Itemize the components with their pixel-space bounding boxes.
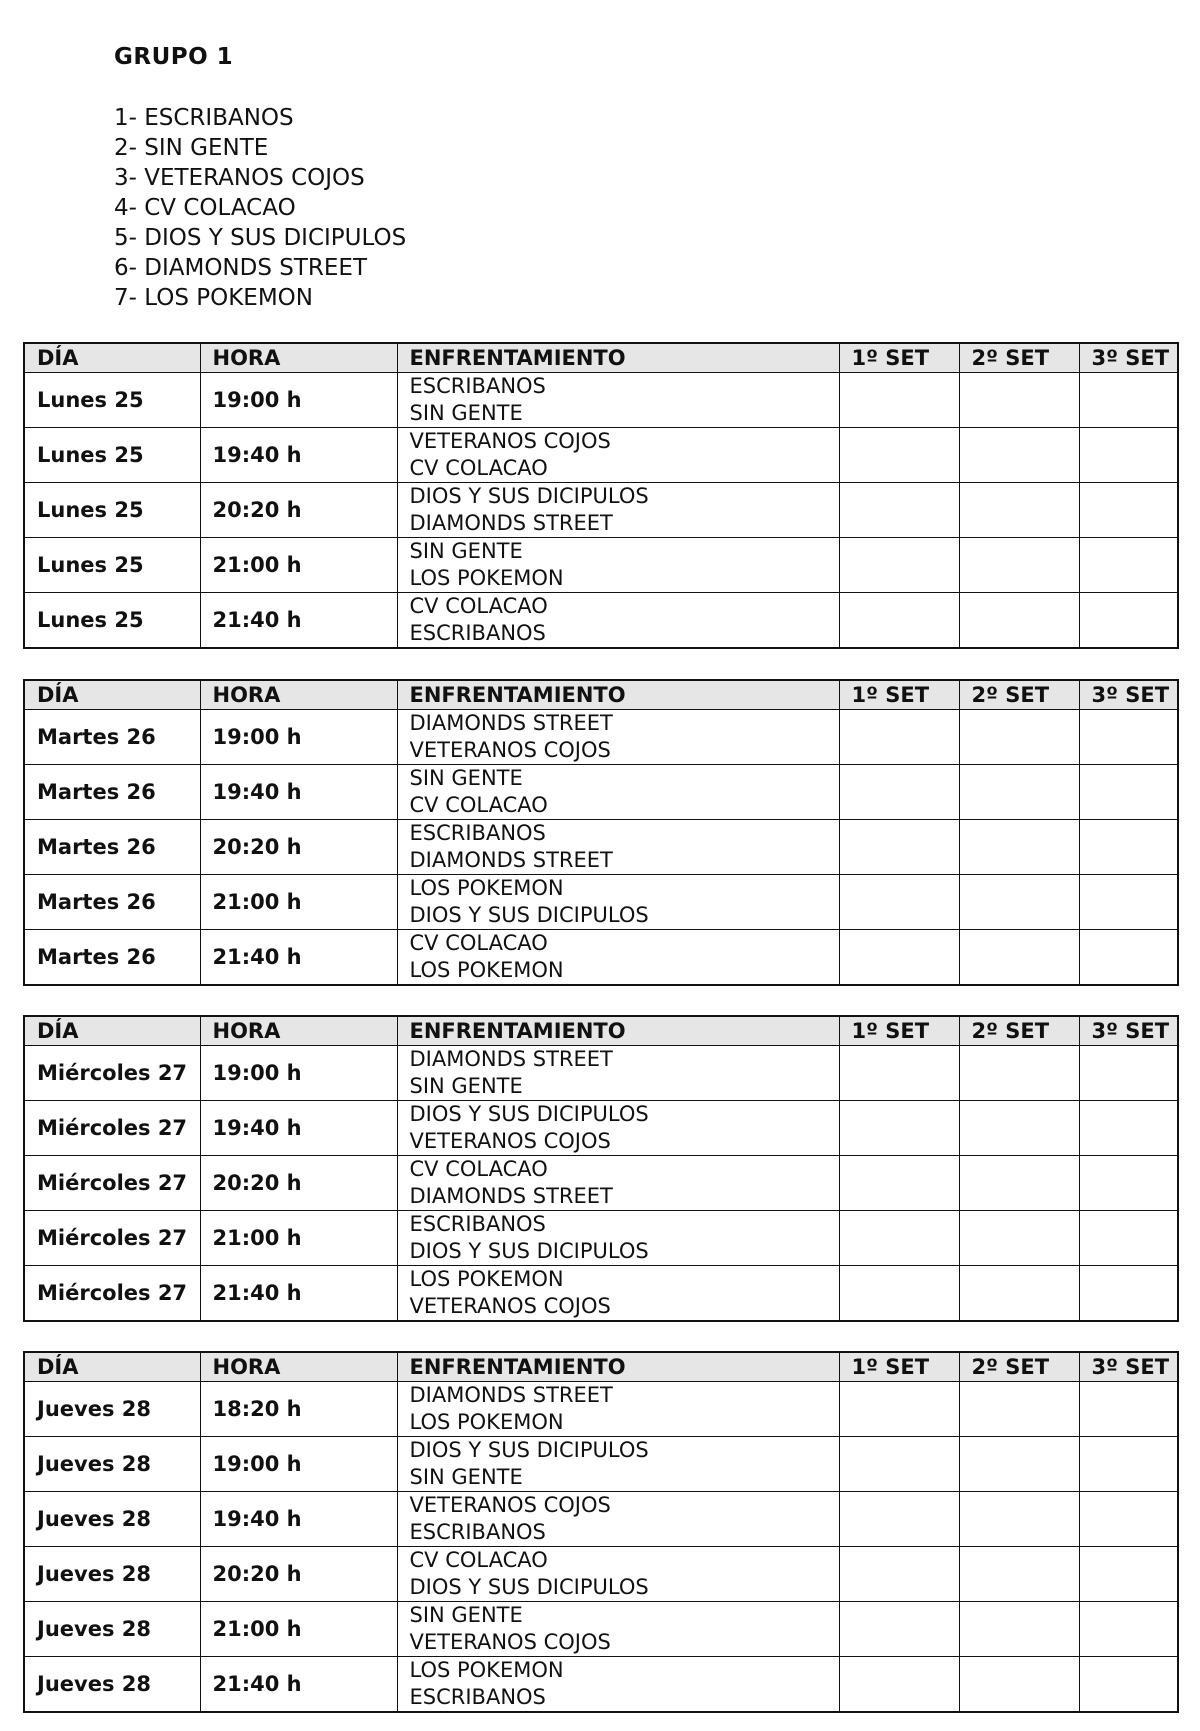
away-team: DIAMONDS STREET [409, 510, 613, 535]
table-header-row [24, 1016, 1178, 1045]
header-set-3: 3º SET [1079, 343, 1178, 372]
home-team: CV COLACAO [409, 593, 548, 618]
table-row [24, 1656, 1178, 1712]
set-3-score-cell [1079, 592, 1178, 648]
set-1-score-cell [839, 929, 959, 985]
header-hour: HORA [200, 680, 397, 709]
day-cell: Jueves 28 [24, 1436, 200, 1491]
match-cell [397, 1045, 839, 1100]
table-row [24, 427, 1178, 482]
header-match: ENFRENTAMIENTO [397, 1352, 839, 1381]
header-set-3: 3º SET [1079, 1016, 1178, 1045]
away-team: SIN GENTE [409, 1464, 523, 1489]
home-team: VETERANOS COJOS [409, 428, 611, 453]
header-set-3: 3º SET [1079, 680, 1178, 709]
team-list-item: 2- SIN GENTE [114, 135, 269, 161]
header-set-2: 2º SET [959, 680, 1079, 709]
home-team: LOS POKEMON [409, 875, 564, 900]
set-1-score-cell [839, 537, 959, 592]
away-team: VETERANOS COJOS [409, 737, 611, 762]
match-cell [397, 592, 839, 648]
header-match: ENFRENTAMIENTO [397, 680, 839, 709]
team-list-item: 1- ESCRIBANOS [114, 105, 294, 131]
set-2-score-cell [959, 372, 1079, 427]
header-set-1: 1º SET [839, 343, 959, 372]
set-1-score-cell [839, 874, 959, 929]
match-cell [397, 709, 839, 764]
away-team: ESCRIBANOS [409, 1684, 546, 1709]
home-team: DIOS Y SUS DICIPULOS [409, 1437, 649, 1462]
set-2-score-cell [959, 537, 1079, 592]
header-day: DÍA [24, 1352, 200, 1381]
schedule-table [23, 679, 1179, 986]
header-set-1: 1º SET [839, 1352, 959, 1381]
home-team: DIOS Y SUS DICIPULOS [409, 1101, 649, 1126]
set-2-score-cell [959, 1100, 1079, 1155]
team-list-item: 3- VETERANOS COJOS [114, 165, 365, 191]
away-team: SIN GENTE [409, 400, 523, 425]
day-cell: Martes 26 [24, 819, 200, 874]
day-cell: Martes 26 [24, 874, 200, 929]
match-cell [397, 764, 839, 819]
set-2-score-cell [959, 1436, 1079, 1491]
header-set-2: 2º SET [959, 1352, 1079, 1381]
set-3-score-cell [1079, 1381, 1178, 1436]
set-2-score-cell [959, 764, 1079, 819]
hour-cell: 20:20 h [200, 482, 397, 537]
home-team: LOS POKEMON [409, 1266, 564, 1291]
team-list [114, 103, 406, 313]
away-team: LOS POKEMON [409, 957, 564, 982]
set-1-score-cell [839, 427, 959, 482]
set-2-score-cell [959, 929, 1079, 985]
day-cell: Miércoles 27 [24, 1100, 200, 1155]
set-1-score-cell [839, 1546, 959, 1601]
hour-cell: 21:40 h [200, 1656, 397, 1712]
hour-cell: 19:40 h [200, 427, 397, 482]
hour-cell: 18:20 h [200, 1381, 397, 1436]
set-1-score-cell [839, 1491, 959, 1546]
match-cell [397, 427, 839, 482]
day-cell: Miércoles 27 [24, 1210, 200, 1265]
set-1-score-cell [839, 372, 959, 427]
home-team: ESCRIBANOS [409, 1211, 546, 1236]
set-2-score-cell [959, 1381, 1079, 1436]
away-team: CV COLACAO [409, 792, 548, 817]
day-cell: Miércoles 27 [24, 1265, 200, 1321]
match-cell [397, 537, 839, 592]
match-cell [397, 372, 839, 427]
hour-cell: 19:00 h [200, 372, 397, 427]
schedule-table [23, 1015, 1179, 1322]
match-cell [397, 1656, 839, 1712]
set-3-score-cell [1079, 1436, 1178, 1491]
table-row [24, 1436, 1178, 1491]
header-set-1: 1º SET [839, 680, 959, 709]
day-cell: Jueves 28 [24, 1491, 200, 1546]
hour-cell: 20:20 h [200, 819, 397, 874]
match-cell [397, 1155, 839, 1210]
set-3-score-cell [1079, 1491, 1178, 1546]
set-2-score-cell [959, 1155, 1079, 1210]
away-team: DIOS Y SUS DICIPULOS [409, 1574, 649, 1599]
set-1-score-cell [839, 1045, 959, 1100]
hour-cell: 19:00 h [200, 1045, 397, 1100]
hour-cell: 21:00 h [200, 1601, 397, 1656]
set-2-score-cell [959, 1045, 1079, 1100]
day-cell: Jueves 28 [24, 1656, 200, 1712]
table-row [24, 1546, 1178, 1601]
day-cell: Lunes 25 [24, 592, 200, 648]
set-3-score-cell [1079, 819, 1178, 874]
header-day: DÍA [24, 1016, 200, 1045]
home-team: ESCRIBANOS [409, 373, 546, 398]
set-2-score-cell [959, 874, 1079, 929]
away-team: ESCRIBANOS [409, 1519, 546, 1544]
set-3-score-cell [1079, 1656, 1178, 1712]
header-hour: HORA [200, 1016, 397, 1045]
table-row [24, 537, 1178, 592]
set-1-score-cell [839, 1155, 959, 1210]
hour-cell: 21:00 h [200, 1210, 397, 1265]
schedule-table [23, 342, 1179, 649]
set-1-score-cell [839, 1100, 959, 1155]
day-cell: Lunes 25 [24, 372, 200, 427]
table-row [24, 1491, 1178, 1546]
set-3-score-cell [1079, 1100, 1178, 1155]
set-3-score-cell [1079, 482, 1178, 537]
away-team: VETERANOS COJOS [409, 1629, 611, 1654]
set-1-score-cell [839, 592, 959, 648]
set-1-score-cell [839, 1265, 959, 1321]
home-team: SIN GENTE [409, 538, 523, 563]
team-list-item: 6- DIAMONDS STREET [114, 255, 367, 281]
hour-cell: 21:40 h [200, 929, 397, 985]
table-row [24, 929, 1178, 985]
set-1-score-cell [839, 1436, 959, 1491]
home-team: CV COLACAO [409, 930, 548, 955]
set-3-score-cell [1079, 709, 1178, 764]
table-row [24, 1155, 1178, 1210]
away-team: DIOS Y SUS DICIPULOS [409, 1238, 649, 1263]
hour-cell: 20:20 h [200, 1155, 397, 1210]
set-2-score-cell [959, 1491, 1079, 1546]
schedule-table [23, 1351, 1179, 1713]
set-1-score-cell [839, 819, 959, 874]
away-team: DIAMONDS STREET [409, 847, 613, 872]
table-header-row [24, 1352, 1178, 1381]
set-2-score-cell [959, 819, 1079, 874]
day-cell: Jueves 28 [24, 1546, 200, 1601]
set-3-score-cell [1079, 1045, 1178, 1100]
set-3-score-cell [1079, 1265, 1178, 1321]
set-3-score-cell [1079, 372, 1178, 427]
home-team: LOS POKEMON [409, 1657, 564, 1682]
match-cell [397, 1265, 839, 1321]
team-list-item: 5- DIOS Y SUS DICIPULOS [114, 225, 407, 251]
home-team: SIN GENTE [409, 765, 523, 790]
set-1-score-cell [839, 482, 959, 537]
match-cell [397, 874, 839, 929]
set-2-score-cell [959, 1601, 1079, 1656]
table-row [24, 1601, 1178, 1656]
set-1-score-cell [839, 709, 959, 764]
set-2-score-cell [959, 1546, 1079, 1601]
day-cell: Miércoles 27 [24, 1045, 200, 1100]
match-cell [397, 1601, 839, 1656]
hour-cell: 21:40 h [200, 1265, 397, 1321]
day-cell: Jueves 28 [24, 1381, 200, 1436]
table-row [24, 1265, 1178, 1321]
match-cell [397, 929, 839, 985]
set-1-score-cell [839, 1656, 959, 1712]
header-set-1: 1º SET [839, 1016, 959, 1045]
table-header-row [24, 343, 1178, 372]
set-2-score-cell [959, 482, 1079, 537]
set-3-score-cell [1079, 537, 1178, 592]
day-cell: Lunes 25 [24, 537, 200, 592]
hour-cell: 21:40 h [200, 592, 397, 648]
match-cell [397, 1381, 839, 1436]
header-match: ENFRENTAMIENTO [397, 343, 839, 372]
table-row [24, 1210, 1178, 1265]
hour-cell: 21:00 h [200, 537, 397, 592]
hour-cell: 20:20 h [200, 1546, 397, 1601]
match-cell [397, 1436, 839, 1491]
table-row [24, 874, 1178, 929]
team-list-item: 4- CV COLACAO [114, 195, 296, 221]
away-team: SIN GENTE [409, 1073, 523, 1098]
away-team: VETERANOS COJOS [409, 1128, 611, 1153]
home-team: SIN GENTE [409, 1602, 523, 1627]
set-2-score-cell [959, 1265, 1079, 1321]
table-row [24, 592, 1178, 648]
day-cell: Miércoles 27 [24, 1155, 200, 1210]
home-team: DIAMONDS STREET [409, 1382, 613, 1407]
hour-cell: 19:40 h [200, 1100, 397, 1155]
set-2-score-cell [959, 1210, 1079, 1265]
set-1-score-cell [839, 1601, 959, 1656]
home-team: DIOS Y SUS DICIPULOS [409, 483, 649, 508]
away-team: LOS POKEMON [409, 565, 564, 590]
day-cell: Martes 26 [24, 709, 200, 764]
away-team: CV COLACAO [409, 455, 548, 480]
header-set-3: 3º SET [1079, 1352, 1178, 1381]
header-set-2: 2º SET [959, 1016, 1079, 1045]
day-cell: Jueves 28 [24, 1601, 200, 1656]
set-3-score-cell [1079, 929, 1178, 985]
page-title: GRUPO 1 [114, 44, 234, 70]
set-3-score-cell [1079, 1210, 1178, 1265]
set-1-score-cell [839, 1210, 959, 1265]
header-match: ENFRENTAMIENTO [397, 1016, 839, 1045]
hour-cell: 21:00 h [200, 874, 397, 929]
home-team: CV COLACAO [409, 1547, 548, 1572]
header-set-2: 2º SET [959, 343, 1079, 372]
set-2-score-cell [959, 427, 1079, 482]
away-team: LOS POKEMON [409, 1409, 564, 1434]
home-team: DIAMONDS STREET [409, 710, 613, 735]
away-team: DIAMONDS STREET [409, 1183, 613, 1208]
match-cell [397, 1100, 839, 1155]
team-list-item: 7- LOS POKEMON [114, 285, 313, 311]
day-cell: Martes 26 [24, 929, 200, 985]
table-row [24, 1381, 1178, 1436]
match-cell [397, 1491, 839, 1546]
table-row [24, 482, 1178, 537]
set-1-score-cell [839, 764, 959, 819]
table-row [24, 819, 1178, 874]
set-3-score-cell [1079, 1546, 1178, 1601]
set-1-score-cell [839, 1381, 959, 1436]
set-3-score-cell [1079, 874, 1178, 929]
table-row [24, 709, 1178, 764]
day-cell: Martes 26 [24, 764, 200, 819]
away-team: VETERANOS COJOS [409, 1293, 611, 1318]
table-row [24, 764, 1178, 819]
table-row [24, 1100, 1178, 1155]
day-cell: Lunes 25 [24, 427, 200, 482]
home-team: VETERANOS COJOS [409, 1492, 611, 1517]
away-team: DIOS Y SUS DICIPULOS [409, 902, 649, 927]
table-row [24, 372, 1178, 427]
table-header-row [24, 680, 1178, 709]
match-cell [397, 1546, 839, 1601]
home-team: CV COLACAO [409, 1156, 548, 1181]
header-day: DÍA [24, 680, 200, 709]
hour-cell: 19:40 h [200, 764, 397, 819]
match-cell [397, 482, 839, 537]
header-day: DÍA [24, 343, 200, 372]
set-3-score-cell [1079, 1601, 1178, 1656]
header-hour: HORA [200, 343, 397, 372]
set-3-score-cell [1079, 427, 1178, 482]
hour-cell: 19:00 h [200, 709, 397, 764]
match-cell [397, 819, 839, 874]
set-2-score-cell [959, 709, 1079, 764]
day-cell: Lunes 25 [24, 482, 200, 537]
header-hour: HORA [200, 1352, 397, 1381]
hour-cell: 19:40 h [200, 1491, 397, 1546]
set-3-score-cell [1079, 1155, 1178, 1210]
match-cell [397, 1210, 839, 1265]
table-row [24, 1045, 1178, 1100]
home-team: DIAMONDS STREET [409, 1046, 613, 1071]
hour-cell: 19:00 h [200, 1436, 397, 1491]
away-team: ESCRIBANOS [409, 620, 546, 645]
set-2-score-cell [959, 592, 1079, 648]
set-3-score-cell [1079, 764, 1178, 819]
home-team: ESCRIBANOS [409, 820, 546, 845]
set-2-score-cell [959, 1656, 1079, 1712]
